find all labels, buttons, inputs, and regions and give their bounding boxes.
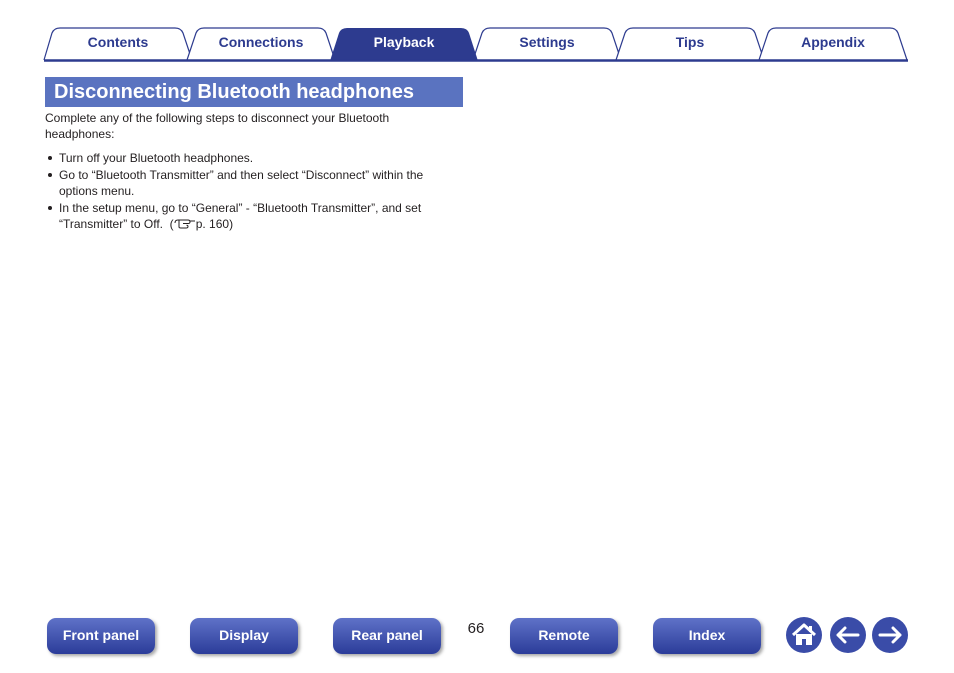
tab-settings[interactable]: Settings	[519, 34, 575, 50]
list-item	[45, 150, 455, 166]
bullet-text: Turn off your Bluetooth headphones.	[59, 151, 254, 165]
forward-arrow-icon[interactable]	[871, 616, 909, 654]
display-button[interactable]: Display	[190, 618, 298, 654]
back-arrow-icon[interactable]	[829, 616, 867, 654]
home-icon[interactable]	[785, 616, 823, 654]
tab-playback[interactable]: Playback	[373, 34, 435, 50]
tab-contents[interactable]: Contents	[87, 34, 149, 50]
bullet-text: In the setup menu, go to “General” - “Bluetooth Transmitter”, and set “Transmitter” to Off.	[59, 201, 422, 231]
pointing-hand-icon	[174, 217, 196, 229]
section-title: Disconnecting Bluetooth headphones	[45, 77, 463, 107]
tab-tips[interactable]: Tips	[675, 34, 705, 50]
tab-bar-shapes	[0, 0, 954, 64]
bullet-text: Go to “Bluetooth Transmitter” and then select “Disconnect” within the options menu.	[59, 168, 424, 198]
list-item	[45, 167, 455, 199]
steps-list	[45, 150, 455, 232]
list-item: In the setup menu, go to “General” - “Bluetooth Transmitter”, and set “Transmitter” to Off. ( p. 160)	[45, 200, 455, 232]
front-panel-button[interactable]: Front panel	[47, 618, 155, 654]
remote-button[interactable]: Remote	[510, 618, 618, 654]
tab-connections[interactable]: Connections	[218, 34, 304, 50]
section-body	[45, 110, 455, 233]
index-button[interactable]: Index	[653, 618, 761, 654]
page-ref-link[interactable]: p. 160	[195, 217, 230, 231]
intro-text: Complete any of the following steps to disconnect your Bluetooth headphones:	[45, 111, 390, 141]
tab-appendix[interactable]: Appendix	[801, 34, 865, 50]
page-number: 66	[467, 620, 485, 637]
tab-bar	[0, 0, 954, 64]
rear-panel-button[interactable]: Rear panel	[333, 618, 441, 654]
